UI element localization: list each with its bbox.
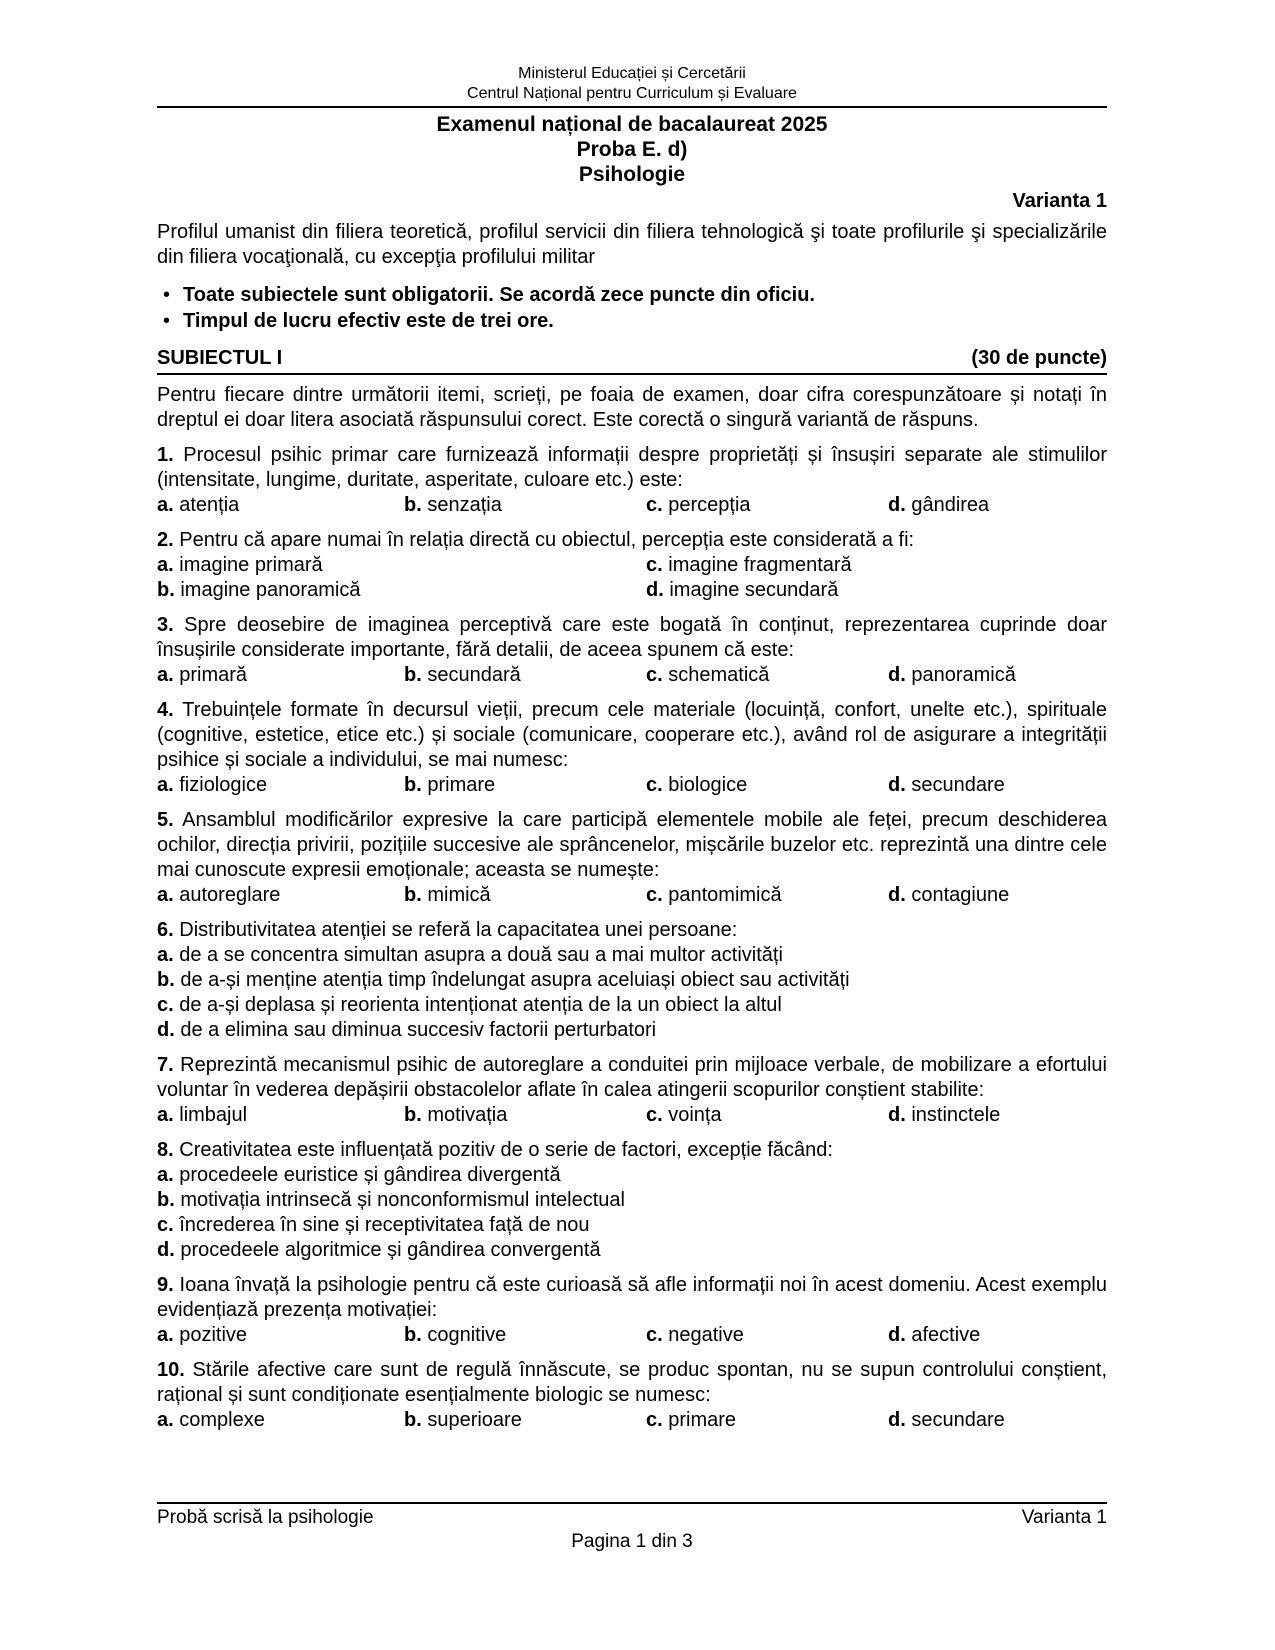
option-a: a. primară xyxy=(157,664,248,686)
option-letter: d. xyxy=(888,1324,906,1346)
footer-right: Varianta 1 xyxy=(1021,1507,1107,1528)
question-options xyxy=(157,493,1107,518)
question-text: Reprezintă mecanismul psihic de autoreglare a conduitei prin mijloace verbale, de mobilizare a efortului voluntar în vederea depășirii obstacolelor aflate în calea atingerii scopurilor conștient stabilite: xyxy=(157,1054,1107,1101)
option-b: b. senzația xyxy=(404,494,502,516)
option-d: d. de a elimina sau diminua succesiv factorii perturbatori xyxy=(157,1019,657,1041)
question-number: 9. xyxy=(157,1274,174,1296)
document-header xyxy=(157,64,1107,108)
question xyxy=(157,1138,1107,1263)
option-letter: b. xyxy=(404,1324,422,1346)
option-c: c. de a-și deplasa și reorienta intenționat atenția de la un obiect la altul xyxy=(157,994,782,1016)
option-letter: b. xyxy=(157,579,175,601)
question-text: Pentru că apare numai în relația directă cu obiectul, percepția este considerată a fi: xyxy=(173,529,915,551)
option-letter: a. xyxy=(157,664,174,686)
question-body xyxy=(157,1273,1107,1323)
center-line: Centrul Național pentru Curriculum și Evaluare xyxy=(467,85,797,102)
option-letter: a. xyxy=(157,1104,174,1126)
question-options xyxy=(157,1163,1107,1263)
option-letter: c. xyxy=(646,884,663,906)
option-b: b. mimică xyxy=(404,884,491,906)
option-letter: c. xyxy=(646,1104,663,1126)
instructions-paragraph: Pentru fiecare dintre următorii itemi, scrieți, pe foaia de examen, doar cifra corespunzătoare și notați în dreptul ei doar litera asociată răspunsului corect. Este corectă o singură variantă de răspuns. xyxy=(157,384,1107,431)
option-c: c. negative xyxy=(646,1324,744,1346)
option-c: c. schematică xyxy=(646,664,770,686)
section-title: SUBIECTUL I xyxy=(157,347,283,369)
option-b: b. motivația xyxy=(404,1104,508,1126)
question-body xyxy=(157,613,1107,663)
question-options xyxy=(157,1323,1107,1348)
question-body xyxy=(157,1358,1107,1408)
option-letter: c. xyxy=(157,994,174,1016)
option-letter: a. xyxy=(157,1324,174,1346)
question xyxy=(157,918,1107,1043)
option-letter: c. xyxy=(646,774,663,796)
question-options xyxy=(157,773,1107,798)
option-b: b. cognitive xyxy=(404,1324,507,1346)
question-options xyxy=(157,1103,1107,1128)
option-c: c. percepția xyxy=(646,494,751,516)
question-options xyxy=(157,1408,1107,1433)
question xyxy=(157,1273,1107,1348)
option-a: a. de a se concentra simultan asupra a două sau a mai multor activități xyxy=(157,944,783,966)
option-letter: d. xyxy=(888,774,906,796)
question xyxy=(157,528,1107,603)
question-number: 6. xyxy=(157,919,174,941)
option-a: a. pozitive xyxy=(157,1324,248,1346)
ministry-line: Ministerul Educației și Cercetării xyxy=(518,65,746,82)
option-letter: b. xyxy=(157,1189,175,1211)
option-a: a. limbajul xyxy=(157,1104,248,1126)
bullet-list xyxy=(157,282,1107,334)
question-number: 4. xyxy=(157,699,174,721)
option-d: d. imagine secundară xyxy=(646,579,839,601)
option-c: c. pantomimică xyxy=(646,884,782,906)
option-a: a. fiziologice xyxy=(157,774,268,796)
option-b: b. imagine panoramică xyxy=(157,579,361,601)
bullet-text: Toate subiectele sunt obligatorii. Se acordă zece puncte din oficiu. xyxy=(183,284,815,306)
question-body xyxy=(157,808,1107,883)
option-letter: d. xyxy=(157,1239,175,1261)
option-c: c. imagine fragmentară xyxy=(646,554,852,576)
option-d: d. secundare xyxy=(888,1409,1005,1431)
page-footer xyxy=(157,1502,1107,1554)
option-letter: a. xyxy=(157,944,174,966)
question-body xyxy=(157,443,1107,493)
question-text: Trebuințele formate în decursul vieții, precum cele materiale (locuință, confort, unelte etc.), spirituale (cognitive, estetice, etice etc.) și sociale (comunicare, cooperare etc.), având rol de asigurare a integrității psihice și sociale a individului, se mai numesc: xyxy=(157,699,1107,771)
option-c: c. încrederea în sine și receptivitatea față de nou xyxy=(157,1214,590,1236)
option-b: b. superioare xyxy=(404,1409,522,1431)
option-letter: b. xyxy=(404,884,422,906)
question-text: Procesul psihic primar care furnizează informații despre proprietăți și însușiri separate ale stimulilor (intensitate, lungime, duritate, asperitate, culoare etc.) este: xyxy=(157,444,1107,491)
option-d: d. procedeele algoritmice și gândirea convergentă xyxy=(157,1239,601,1261)
option-letter: a. xyxy=(157,1164,174,1186)
option-d: d. panoramică xyxy=(888,664,1016,686)
option-letter: a. xyxy=(157,774,174,796)
option-b: b. motivația intrinsecă și nonconformismul intelectual xyxy=(157,1189,625,1211)
option-letter: d. xyxy=(888,1409,906,1431)
question xyxy=(157,1053,1107,1128)
subject-line: Psihologie xyxy=(578,163,686,186)
question-body xyxy=(157,698,1107,773)
option-a: a. procedeele euristice și gândirea divergentă xyxy=(157,1164,561,1186)
question xyxy=(157,698,1107,798)
option-d: d. contagiune xyxy=(888,884,1010,906)
question-body xyxy=(157,1138,1107,1163)
question-text: Ansamblul modificărilor expresive la care participă elementele mobile ale feței, precum deschiderea ochilor, direcția privirii, pozițiile succesive ale sprâncenelor, mișcările buzelor etc. reprezintă una dintre cele mai cunoscute expresii emoționale; aceasta se numește: xyxy=(157,809,1107,881)
option-letter: c. xyxy=(646,1324,663,1346)
option-b: b. primare xyxy=(404,774,496,796)
title-block xyxy=(157,112,1107,187)
question-body xyxy=(157,528,1107,553)
option-b: b. secundară xyxy=(404,664,521,686)
question-options xyxy=(157,553,1107,603)
proba-line: Proba E. d) xyxy=(576,138,688,161)
variant-label: Varianta 1 xyxy=(1012,190,1107,212)
question-options xyxy=(157,883,1107,908)
option-a: a. atenția xyxy=(157,494,240,516)
option-letter: d. xyxy=(888,1104,906,1126)
question-text: Ioana învață la psihologie pentru că este curioasă să afle informații noi în acest domeniu. Acest exemplu evidențiază prezența motivației: xyxy=(157,1274,1107,1321)
footer-left: Probă scrisă la psihologie xyxy=(157,1507,374,1528)
section-points: (30 de puncte) xyxy=(971,347,1107,369)
option-letter: a. xyxy=(157,554,174,576)
question-text: Stările afective care sunt de regulă înnăscute, se produc spontan, nu se supun controlului conștient, rațional și sunt condiționate esențialmente biologic se numesc: xyxy=(157,1359,1107,1406)
question-options xyxy=(157,943,1107,1043)
option-letter: d. xyxy=(157,1019,175,1041)
option-letter: c. xyxy=(646,664,663,686)
option-c: c. primare xyxy=(646,1409,737,1431)
question-body xyxy=(157,1053,1107,1103)
question-body xyxy=(157,918,1107,943)
bullet-item xyxy=(157,282,1107,308)
question xyxy=(157,808,1107,908)
exam-page xyxy=(157,0,1107,1433)
option-a: a. imagine primară xyxy=(157,554,323,576)
question-number: 3. xyxy=(157,614,174,636)
question-number: 5. xyxy=(157,809,174,831)
bullet-icon: • xyxy=(163,310,171,332)
option-letter: a. xyxy=(157,494,174,516)
option-letter: b. xyxy=(404,1104,422,1126)
option-a: a. autoreglare xyxy=(157,884,281,906)
option-letter: d. xyxy=(888,494,906,516)
option-d: d. gândirea xyxy=(888,494,990,516)
option-d: d. afective xyxy=(888,1324,981,1346)
bullet-text: Timpul de lucru efectiv este de trei ore. xyxy=(183,310,554,332)
bullet-item xyxy=(157,308,1107,334)
option-letter: a. xyxy=(157,1409,174,1431)
option-letter: d. xyxy=(888,664,906,686)
exam-title: Examenul național de bacalaureat 2025 xyxy=(436,113,828,136)
question-number: 7. xyxy=(157,1054,174,1076)
option-c: c. voința xyxy=(646,1104,722,1126)
option-letter: c. xyxy=(646,494,663,516)
option-letter: c. xyxy=(646,554,663,576)
option-letter: c. xyxy=(157,1214,174,1236)
questions-list xyxy=(157,443,1107,1433)
profile-paragraph: Profilul umanist din filiera teoretică, profilul servicii din filiera tehnologică şi toate profilurile şi specializările din filiera vocaţională, cu excepţia profilului militar xyxy=(157,221,1107,268)
option-letter: b. xyxy=(404,1409,422,1431)
option-letter: a. xyxy=(157,884,174,906)
question xyxy=(157,613,1107,688)
question xyxy=(157,1358,1107,1433)
option-letter: c. xyxy=(646,1409,663,1431)
question-options xyxy=(157,663,1107,688)
option-d: d. instinctele xyxy=(888,1104,1001,1126)
section-header xyxy=(157,346,1107,375)
header-divider xyxy=(157,106,1107,108)
question-number: 2. xyxy=(157,529,174,551)
option-b: b. de a-și menține atenția timp îndelungat asupra aceluiași obiect sau activități xyxy=(157,969,850,991)
question-number: 1. xyxy=(157,444,174,466)
question-text: Spre deosebire de imaginea perceptivă care este bogată în conținut, reprezentarea cuprinde doar însușirile considerate importante, fără detalii, de aceea spunem că este: xyxy=(157,614,1107,661)
option-letter: d. xyxy=(888,884,906,906)
question xyxy=(157,443,1107,518)
option-letter: b. xyxy=(157,969,175,991)
question-number: 8. xyxy=(157,1139,174,1161)
option-letter: b. xyxy=(404,664,422,686)
option-d: d. secundare xyxy=(888,774,1005,796)
question-number: 10. xyxy=(157,1359,185,1381)
option-letter: b. xyxy=(404,774,422,796)
bullet-icon: • xyxy=(163,284,171,306)
question-text: Creativitatea este influențată pozitiv de o serie de factori, excepție făcând: xyxy=(173,1139,833,1161)
option-letter: d. xyxy=(646,579,664,601)
question-text: Distributivitatea atenției se referă la capacitatea unei persoane: xyxy=(173,919,738,941)
option-letter: b. xyxy=(404,494,422,516)
option-c: c. biologice xyxy=(646,774,748,796)
option-a: a. complexe xyxy=(157,1409,265,1431)
page-number: Pagina 1 din 3 xyxy=(571,1531,693,1552)
